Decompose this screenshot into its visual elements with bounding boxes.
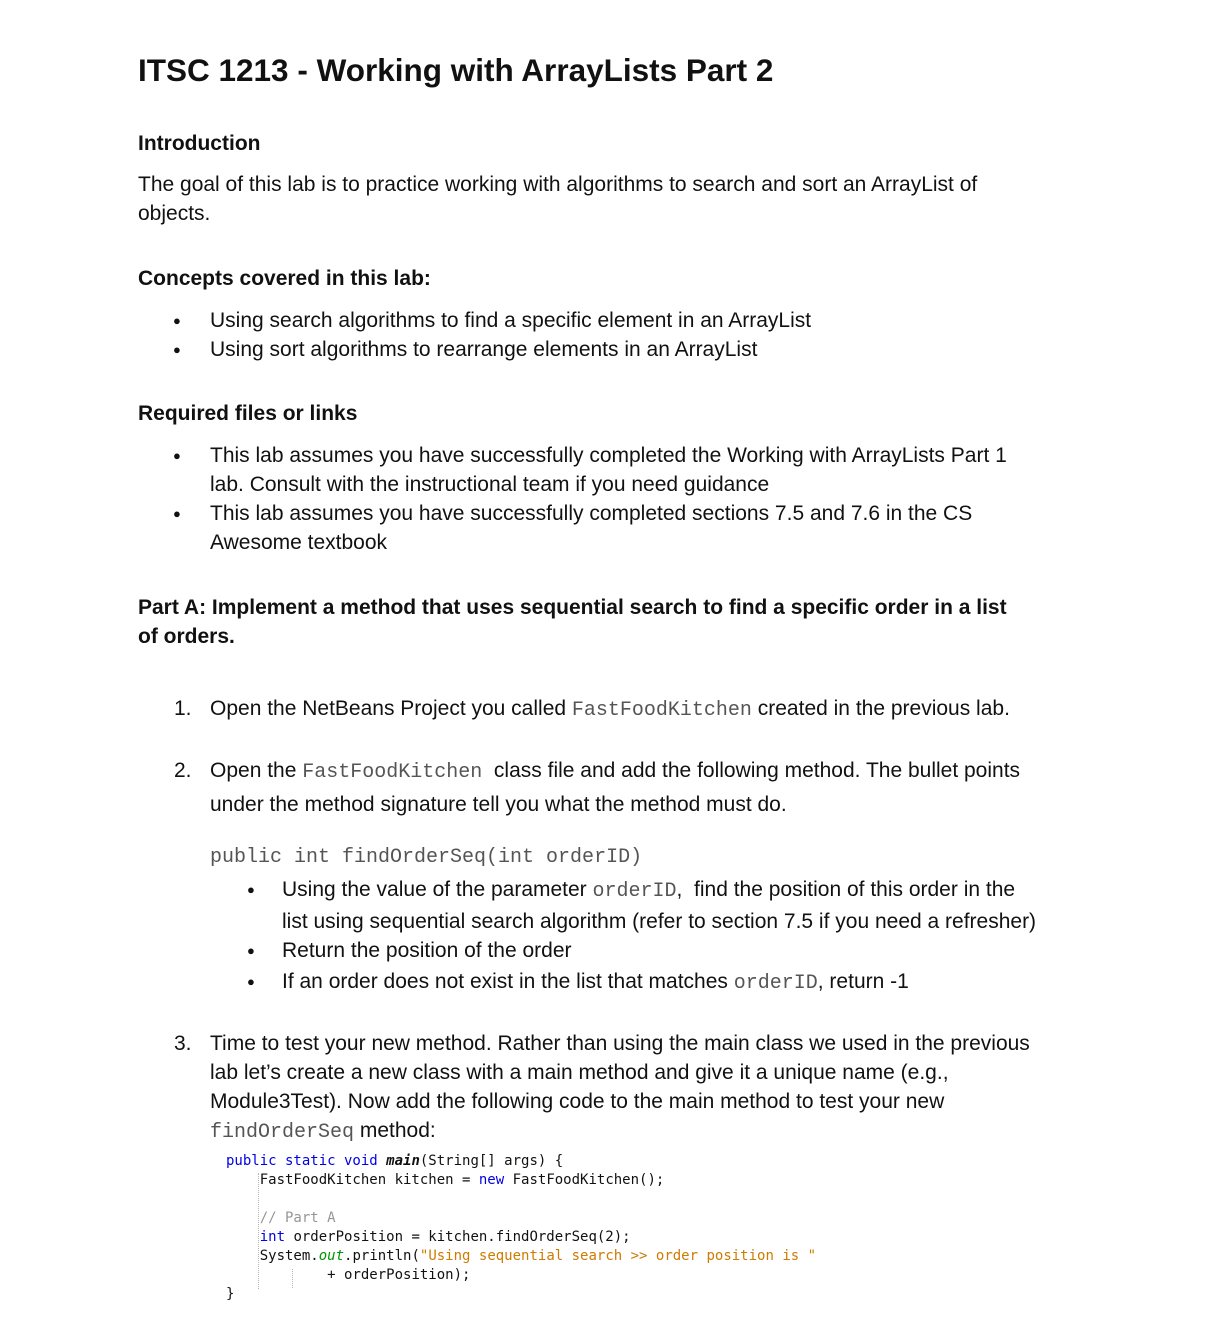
- step-number: 3.: [174, 1032, 192, 1055]
- inline-code: orderID: [592, 880, 677, 903]
- method-requirement-bullet: ● Using the value of the parameter orderID, find the position of this order in the list using sequential search algorithm (refer to section 7.5 if you need a refresher): [282, 875, 1082, 937]
- code-line: [226, 1190, 816, 1209]
- method-requirement-bullet: ● Return the position of the order: [282, 936, 1082, 966]
- introduction-heading: Introduction: [138, 132, 261, 155]
- step-number: 1.: [174, 697, 192, 720]
- step-number: 2.: [174, 759, 192, 782]
- code-line: }: [226, 1286, 235, 1302]
- required-bullet: ● This lab assumes you have successfully completed sections 7.5 and 7.6 in the CS Awesome textbook: [210, 499, 1070, 557]
- concepts-heading: Concepts covered in this lab:: [138, 267, 431, 290]
- step-1: 1. Open the NetBeans Project you called FastFoodKitchen created in the previous lab.: [210, 694, 1080, 726]
- code-snippet: [226, 1152, 816, 1304]
- indent-guide: [258, 1173, 259, 1289]
- code-line: public static void main(String[] args) {: [226, 1153, 564, 1169]
- introduction-text: The goal of this lab is to practice working with algorithms to search and sort an ArrayList of objects.: [138, 173, 978, 225]
- required-heading: Required files or links: [138, 402, 358, 425]
- code-line: // Part A: [259, 1210, 336, 1226]
- code-line: + orderPosition);: [327, 1267, 471, 1283]
- step-3: 3. Time to test your new method. Rather than using the main class we used in the previous lab let’s create a new class with a main method and give it a unique name (e.g., Module3Test). Now add the following code to the main method to test your new findOrderSeq method:: [210, 1029, 1080, 1147]
- inline-code: orderID: [733, 972, 818, 995]
- concepts-bullet: ● Using sort algorithms to rearrange elements in an ArrayList: [210, 335, 1070, 364]
- inline-code: findOrderSeq: [210, 1121, 355, 1144]
- page-title: ITSC 1213 - Working with ArrayLists Part 2: [138, 52, 774, 88]
- concepts-bullet: ● Using search algorithms to find a specific element in an ArrayList: [210, 306, 1070, 335]
- required-bullet: ● This lab assumes you have successfully completed the Working with ArrayLists Part 1 lab. Consult with the instructional team if you need guidance: [210, 441, 1070, 499]
- inline-code: FastFoodKitchen: [571, 699, 752, 722]
- inline-code: FastFoodKitchen: [302, 761, 483, 784]
- part-a-heading: Part A: Implement a method that uses sequential search to find a specific order in a list of orders.: [138, 596, 1007, 648]
- code-line: FastFoodKitchen kitchen = new FastFoodKitchen();: [259, 1172, 665, 1188]
- code-line: int orderPosition = kitchen.findOrderSeq(2);: [259, 1229, 631, 1245]
- code-line: System.out.println("Using sequential search >> order position is ": [259, 1248, 817, 1264]
- indent-guide: [292, 1269, 293, 1288]
- step-2: 2. Open the FastFoodKitchen class file and add the following method. The bullet points under the method signature tell you what the method must do.: [210, 756, 1080, 820]
- method-signature: public int findOrderSeq(int orderID): [210, 846, 643, 869]
- method-requirement-bullet: ● If an order does not exist in the list that matches orderID, return -1: [282, 967, 1082, 999]
